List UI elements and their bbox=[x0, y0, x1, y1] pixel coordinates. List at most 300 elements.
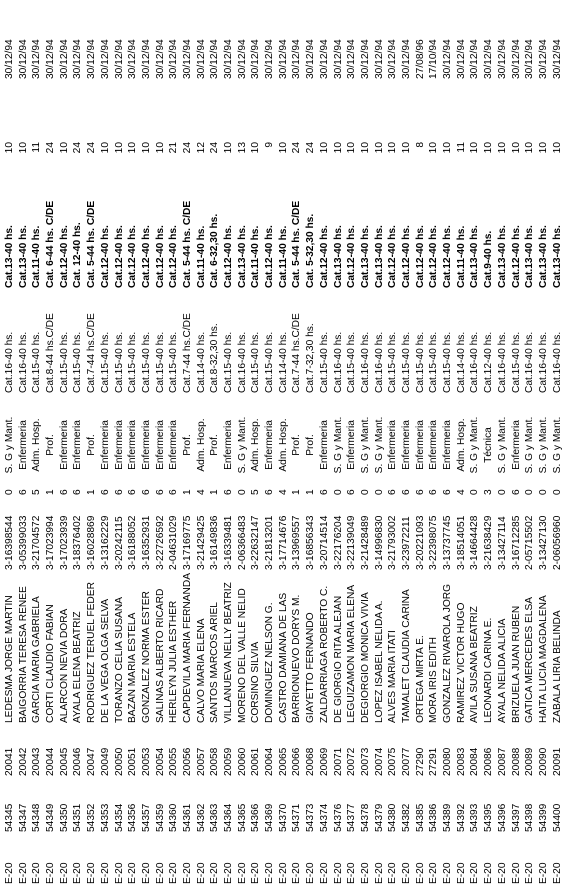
date-cell: 30/12/94 bbox=[537, 39, 549, 79]
item-number-cell: 27291 bbox=[428, 747, 440, 776]
seniority-cell: 10 bbox=[58, 142, 70, 154]
group-code-cell: 1 bbox=[181, 489, 193, 495]
area-code-cell: E-20 bbox=[414, 862, 426, 884]
old-category-cell: Cat.15-40 hs. bbox=[99, 331, 111, 393]
agrupamiento-cell: Enfermeria bbox=[154, 420, 166, 470]
legajo-cell: 54354 bbox=[113, 803, 125, 832]
cuil-cell: 3-16398544 bbox=[4, 515, 15, 570]
item-number-cell: 20043 bbox=[31, 747, 43, 776]
legajo-cell: 54370 bbox=[277, 803, 289, 832]
employee-name-cell: DE GIORGIO RITA ALEJAN bbox=[332, 595, 344, 723]
seniority-cell: 10 bbox=[442, 142, 454, 154]
item-number-cell: 20051 bbox=[127, 747, 139, 776]
employee-name-cell: LEGUIZAMON MARIA ELENA bbox=[346, 584, 358, 723]
seniority-cell: 10 bbox=[524, 142, 536, 154]
cuil-cell: 3-20221093 bbox=[414, 515, 426, 570]
old-category-cell: Cat.8-32,30 hs. bbox=[209, 323, 221, 393]
table-row bbox=[401, 0, 413, 888]
employee-name-cell: AVILA SUSANA BEATRIZ bbox=[469, 606, 481, 723]
date-cell: 27/08/96 bbox=[414, 39, 426, 79]
seniority-cell: 10 bbox=[277, 142, 289, 154]
agrupamiento-cell: Enfermeria bbox=[17, 420, 29, 470]
cuil-cell: 3-14664428 bbox=[469, 515, 481, 570]
date-cell: 30/12/94 bbox=[250, 39, 262, 79]
item-number-cell: 20060 bbox=[236, 747, 248, 776]
item-number-cell: 20061 bbox=[250, 747, 262, 776]
group-code-cell: 0 bbox=[551, 489, 563, 495]
date-cell: 30/12/94 bbox=[496, 39, 508, 79]
item-number-cell: 20066 bbox=[291, 747, 303, 776]
group-code-cell: 1 bbox=[86, 489, 98, 495]
table-row bbox=[114, 0, 126, 888]
new-category-cell: Cat.13-40 hs. bbox=[359, 225, 371, 288]
old-category-cell: Cat.16-40 hs. bbox=[373, 331, 385, 393]
area-code-cell: E-20 bbox=[359, 862, 371, 884]
agrupamiento-cell: Adm. Hosp. bbox=[195, 418, 207, 472]
seniority-cell: 12 bbox=[195, 142, 207, 154]
group-code-cell: 6 bbox=[414, 489, 426, 495]
table-row bbox=[264, 0, 276, 888]
cuil-cell: 2-05715502 bbox=[524, 515, 536, 570]
employee-name-cell: ZABALA LIRIA BELINDA bbox=[551, 610, 563, 723]
date-cell: 30/12/94 bbox=[264, 39, 276, 79]
cuil-cell: 3-16028869 bbox=[86, 515, 98, 570]
agrupamiento-cell: Enfermeria bbox=[58, 420, 70, 470]
area-code-cell: E-20 bbox=[264, 862, 276, 884]
item-number-cell: 20068 bbox=[305, 747, 317, 776]
date-cell: 30/12/94 bbox=[113, 39, 125, 79]
date-cell: 30/12/94 bbox=[45, 39, 57, 79]
date-cell: 30/12/94 bbox=[277, 39, 289, 79]
area-code-cell: E-20 bbox=[318, 862, 330, 884]
cuil-cell: 2-04631029 bbox=[168, 515, 180, 570]
new-category-cell: Cat.12-40 hs. bbox=[264, 225, 276, 288]
legajo-cell: 54386 bbox=[428, 803, 440, 832]
table-row bbox=[100, 0, 112, 888]
cuil-cell: 3-16339481 bbox=[223, 515, 235, 570]
legajo-cell: 54371 bbox=[291, 803, 303, 832]
table-row bbox=[346, 0, 358, 888]
seniority-cell: 10 bbox=[496, 142, 508, 154]
area-code-cell: E-20 bbox=[537, 862, 549, 884]
cuil-cell: 3-16352931 bbox=[140, 515, 152, 570]
date-cell: 30/12/94 bbox=[127, 39, 139, 79]
new-category-cell: Cat.12-40 hs. bbox=[401, 225, 412, 288]
old-category-cell: Cat.15-40 hs. bbox=[510, 331, 522, 393]
area-code-cell: E-20 bbox=[113, 862, 125, 884]
employee-name-cell: TAMALET CLAUDIA CARINA bbox=[401, 589, 412, 723]
cuil-cell: 3-14996830 bbox=[373, 515, 385, 570]
employee-name-cell: GARCIA MARIA GABRIELA bbox=[31, 596, 43, 723]
legajo-cell: 54385 bbox=[414, 803, 426, 832]
new-category-cell: Cat. 5-44 hs. C/DE bbox=[291, 200, 303, 288]
seniority-cell: 24 bbox=[45, 142, 57, 154]
date-cell: 30/12/94 bbox=[510, 39, 522, 79]
employee-name-cell: CORSINO SILVIA bbox=[250, 641, 262, 723]
item-number-cell: 27290 bbox=[414, 747, 426, 776]
cuil-cell: 3-13162229 bbox=[99, 515, 111, 570]
employee-name-cell: AYALA NELIDA ALICIA bbox=[496, 618, 508, 723]
table-row bbox=[538, 0, 550, 888]
agrupamiento-cell: S. G y Mant. bbox=[332, 416, 344, 474]
seniority-cell: 10 bbox=[373, 142, 385, 154]
table-row bbox=[4, 0, 16, 888]
agrupamiento-cell: Adm. Hosp. bbox=[455, 418, 467, 472]
old-category-cell: Cat.15-40 hs. bbox=[168, 331, 180, 393]
agrupamiento-cell: S. G y Mant. bbox=[236, 416, 248, 474]
group-code-cell: 6 bbox=[154, 489, 166, 495]
agrupamiento-cell: Adm. Hosp. bbox=[250, 418, 262, 472]
area-code-cell: E-20 bbox=[510, 862, 522, 884]
seniority-cell: 10 bbox=[469, 142, 481, 154]
old-category-cell: Cat.15-40 hs. bbox=[387, 331, 399, 393]
old-category-cell: Cat.15-40 hs. bbox=[113, 331, 125, 393]
employee-name-cell: GONZALEZ RIVAROLA JORG bbox=[442, 583, 454, 723]
table-row bbox=[387, 0, 399, 888]
area-code-cell: E-20 bbox=[168, 862, 180, 884]
group-code-cell: 1 bbox=[45, 489, 57, 495]
date-cell: 30/12/94 bbox=[291, 39, 303, 79]
date-cell: 30/12/94 bbox=[442, 39, 454, 79]
new-category-cell: Cat.12-40 hs. bbox=[510, 225, 522, 288]
seniority-cell: 8 bbox=[414, 142, 426, 148]
item-number-cell: 20087 bbox=[496, 747, 508, 776]
group-code-cell: 6 bbox=[428, 489, 440, 495]
new-category-cell: Cat.12-40 hs. bbox=[154, 225, 166, 288]
table-row bbox=[168, 0, 180, 888]
group-code-cell: 6 bbox=[58, 489, 70, 495]
table-row bbox=[511, 0, 523, 888]
legajo-cell: 54360 bbox=[168, 803, 180, 832]
legajo-cell: 54399 bbox=[537, 803, 549, 832]
group-code-cell: 5 bbox=[31, 489, 43, 495]
area-code-cell: E-20 bbox=[469, 862, 481, 884]
table-row bbox=[237, 0, 249, 888]
date-cell: 30/12/94 bbox=[195, 39, 207, 79]
seniority-cell: 10 bbox=[359, 142, 371, 154]
group-code-cell: 0 bbox=[332, 489, 344, 495]
agrupamiento-cell: Enfermeria bbox=[428, 420, 440, 470]
table-row bbox=[469, 0, 481, 888]
seniority-cell: 24 bbox=[291, 142, 303, 154]
agrupamiento-cell: Enfermeria bbox=[113, 420, 125, 470]
cuil-cell: 3-20714514 bbox=[318, 515, 330, 570]
area-code-cell: E-20 bbox=[181, 862, 193, 884]
cuil-cell: 2-06366483 bbox=[236, 515, 248, 570]
date-cell: 30/12/94 bbox=[99, 39, 111, 79]
old-category-cell: Cat.15-40 hs. bbox=[346, 331, 358, 393]
group-code-cell: 5 bbox=[250, 489, 262, 495]
item-number-cell: 20084 bbox=[469, 747, 481, 776]
cuil-cell: 3-18376402 bbox=[72, 515, 84, 570]
area-code-cell: E-20 bbox=[250, 862, 262, 884]
group-code-cell: 6 bbox=[99, 489, 111, 495]
item-number-cell: 20073 bbox=[359, 747, 371, 776]
area-code-cell: E-20 bbox=[140, 862, 152, 884]
area-code-cell: E-20 bbox=[195, 862, 207, 884]
new-category-cell: Cat.13-40 hs. bbox=[4, 225, 15, 288]
old-category-cell: Cat.7-44 hs.C/DE bbox=[291, 313, 303, 393]
item-number-cell: 20083 bbox=[455, 747, 467, 776]
table-row bbox=[18, 0, 30, 888]
area-code-cell: E-20 bbox=[99, 862, 111, 884]
legajo-cell: 54395 bbox=[483, 803, 495, 832]
seniority-cell: 10 bbox=[318, 142, 330, 154]
table-row bbox=[223, 0, 235, 888]
group-code-cell: 0 bbox=[4, 489, 15, 495]
old-category-cell: Cat.15-40 hs. bbox=[442, 331, 454, 393]
area-code-cell: E-20 bbox=[86, 862, 98, 884]
area-code-cell: E-20 bbox=[291, 862, 303, 884]
agrupamiento-cell: Técnica bbox=[483, 427, 495, 463]
legajo-cell: 54352 bbox=[86, 803, 98, 832]
item-number-cell: 20072 bbox=[346, 747, 358, 776]
item-number-cell: 20074 bbox=[373, 747, 385, 776]
item-number-cell: 20042 bbox=[17, 747, 29, 776]
new-category-cell: Cat.9-40 hs. bbox=[483, 230, 495, 288]
employee-name-cell: MORENO DEL VALLE NELID bbox=[236, 588, 248, 723]
item-number-cell: 20086 bbox=[483, 747, 495, 776]
group-code-cell: 6 bbox=[510, 489, 522, 495]
seniority-cell: 24 bbox=[72, 142, 84, 154]
employee-name-cell: CAPDEVILA MARIA FERNANDA bbox=[181, 572, 193, 723]
new-category-cell: Cat.12-40 hs. bbox=[127, 225, 139, 288]
legajo-cell: 54396 bbox=[496, 803, 508, 832]
new-category-cell: Cat. 5-44 hs. C/DE bbox=[86, 200, 98, 288]
agrupamiento-cell: S. G y Mant. bbox=[359, 416, 371, 474]
table-row bbox=[483, 0, 495, 888]
new-category-cell: Cat.12-40 hs. bbox=[113, 225, 125, 288]
employee-name-cell: CASTRO DAMIANA DE LAS bbox=[277, 592, 289, 723]
legajo-cell: 54347 bbox=[17, 803, 29, 832]
old-category-cell: Cat.15-40 hs. bbox=[154, 331, 166, 393]
table-row bbox=[305, 0, 317, 888]
seniority-cell: 24 bbox=[209, 142, 221, 154]
employee-name-cell: BAIGORRIA TERESA RENEE bbox=[17, 586, 29, 723]
old-category-cell: Cat.16-40 hs. bbox=[537, 331, 549, 393]
employee-name-cell: ORTEGA MIRTA E. bbox=[414, 635, 426, 723]
legajo-cell: 54393 bbox=[469, 803, 481, 832]
table-row bbox=[72, 0, 84, 888]
new-category-cell: Cat. 12-40 hs. bbox=[72, 222, 84, 288]
item-number-cell: 20059 bbox=[223, 747, 235, 776]
table-row bbox=[86, 0, 98, 888]
table-row bbox=[374, 0, 386, 888]
new-category-cell: Cat.13-40 hs. bbox=[551, 225, 563, 288]
agrupamiento-cell: Prof. bbox=[291, 434, 303, 456]
agrupamiento-cell: S. G y Mant. bbox=[537, 416, 549, 474]
cuil-cell: 3-22726592 bbox=[154, 515, 166, 570]
old-category-cell: Cat.15-40 hs. bbox=[264, 331, 276, 393]
legajo-cell: 54380 bbox=[387, 803, 399, 832]
area-code-cell: E-20 bbox=[428, 862, 440, 884]
old-category-cell: Cat.16-40 hs. bbox=[4, 331, 15, 393]
group-code-cell: 6 bbox=[401, 489, 412, 495]
legajo-cell: 54353 bbox=[99, 803, 111, 832]
table-row bbox=[127, 0, 139, 888]
legajo-cell: 54362 bbox=[195, 803, 207, 832]
old-category-cell: Cat.12-40 hs. bbox=[483, 331, 495, 393]
seniority-cell: 10 bbox=[250, 142, 262, 154]
legajo-cell: 54349 bbox=[45, 803, 57, 832]
legajo-cell: 54369 bbox=[264, 803, 276, 832]
agrupamiento-cell: Enfermeria bbox=[318, 420, 330, 470]
agrupamiento-cell: Enfermeria bbox=[72, 420, 84, 470]
table-row bbox=[31, 0, 43, 888]
employee-name-cell: RODRIGUEZ TERUEL FEDER bbox=[86, 582, 98, 723]
item-number-cell: 20065 bbox=[277, 747, 289, 776]
date-cell: 30/12/94 bbox=[154, 39, 166, 79]
cuil-cell: 3-16856343 bbox=[305, 515, 317, 570]
legajo-cell: 54359 bbox=[154, 803, 166, 832]
new-category-cell: Cat. 6-44 hs. C/DE bbox=[45, 200, 57, 288]
seniority-cell: 10 bbox=[223, 142, 235, 154]
group-code-cell: 1 bbox=[291, 489, 303, 495]
date-cell: 30/12/94 bbox=[469, 39, 481, 79]
legajo-cell: 54348 bbox=[31, 803, 43, 832]
new-category-cell: Cat.12-40 hs. bbox=[428, 225, 440, 288]
item-number-cell: 20075 bbox=[387, 747, 399, 776]
new-category-cell: Cat.13-40 hs. bbox=[537, 225, 549, 288]
old-category-cell: Cat.14-40 hs. bbox=[455, 331, 467, 393]
group-code-cell: 6 bbox=[346, 489, 358, 495]
area-code-cell: E-20 bbox=[332, 862, 344, 884]
group-code-cell: 6 bbox=[264, 489, 276, 495]
date-cell: 30/12/94 bbox=[86, 39, 98, 79]
agrupamiento-cell: Prof. bbox=[86, 434, 98, 456]
employee-name-cell: RAMIREZ VICTOR HUGO bbox=[455, 602, 467, 723]
date-cell: 30/12/94 bbox=[168, 39, 180, 79]
old-category-cell: Cat.16-40 hs. bbox=[236, 331, 248, 393]
item-number-cell: 20054 bbox=[154, 747, 166, 776]
employee-name-cell: GIAYETTO FERNANDO bbox=[305, 612, 317, 723]
item-number-cell: 20056 bbox=[181, 747, 193, 776]
new-category-cell: Cat.13-40 hs. bbox=[496, 225, 508, 288]
seniority-cell: 9 bbox=[264, 142, 276, 148]
seniority-cell: 10 bbox=[537, 142, 549, 154]
old-category-cell: Cat.16-40 hs. bbox=[332, 331, 344, 393]
area-code-cell: E-20 bbox=[442, 862, 454, 884]
seniority-cell: 10 bbox=[387, 142, 399, 154]
table-row bbox=[428, 0, 440, 888]
seniority-cell: 10 bbox=[140, 142, 152, 154]
employee-name-cell: ALARCON NEVIA DORA bbox=[58, 608, 70, 723]
item-number-cell: 20091 bbox=[551, 747, 563, 776]
cuil-cell: 3-17169775 bbox=[181, 515, 193, 570]
new-category-cell: Cat.12-40 hs. bbox=[99, 225, 111, 288]
cuil-cell: 3-18514051 bbox=[455, 515, 467, 570]
cuil-cell: 3-13969557 bbox=[291, 515, 303, 570]
employee-name-cell: GONZALEZ NORMA ESTER bbox=[140, 591, 152, 723]
agrupamiento-cell: S. G y Mant. bbox=[496, 416, 508, 474]
area-code-cell: E-20 bbox=[154, 862, 166, 884]
area-code-cell: E-20 bbox=[236, 862, 248, 884]
area-code-cell: E-20 bbox=[401, 862, 412, 884]
employee-name-cell: LEONARDI CARINA E. bbox=[483, 617, 495, 723]
item-number-cell: 20088 bbox=[510, 747, 522, 776]
area-code-cell: E-20 bbox=[483, 862, 495, 884]
new-category-cell: Cat. 5-44 hs. C/DE bbox=[181, 200, 193, 288]
new-category-cell: Cat.12-40 hs. bbox=[140, 225, 152, 288]
legajo-cell: 54350 bbox=[58, 803, 70, 832]
old-category-cell: Cat.16-40 hs. bbox=[551, 331, 563, 393]
seniority-cell: 10 bbox=[551, 142, 563, 154]
cuil-cell: 3-21638429 bbox=[483, 515, 495, 570]
date-cell: 30/12/94 bbox=[140, 39, 152, 79]
legajo-cell: 54361 bbox=[181, 803, 193, 832]
group-code-cell: 0 bbox=[373, 489, 385, 495]
new-category-cell: Cat.12-40 hs. bbox=[387, 225, 399, 288]
old-category-cell: Cat.7-44 hs.C/DE bbox=[86, 313, 98, 393]
cuil-cell: 3-17714676 bbox=[277, 515, 289, 570]
table-row bbox=[45, 0, 57, 888]
new-category-cell: Cat.12-40 hs. bbox=[318, 225, 330, 288]
area-code-cell: E-20 bbox=[223, 862, 235, 884]
group-code-cell: 0 bbox=[469, 489, 481, 495]
date-cell: 30/12/94 bbox=[387, 39, 399, 79]
new-category-cell: Cat.12-40 hs. bbox=[168, 225, 180, 288]
agrupamiento-cell: S. G y Mant. bbox=[551, 416, 563, 474]
table-row bbox=[278, 0, 290, 888]
agrupamiento-cell: S. G y Mant. bbox=[373, 416, 385, 474]
cuil-cell: 3-20242115 bbox=[113, 516, 125, 570]
group-code-cell: 6 bbox=[318, 489, 330, 495]
legajo-cell: 54365 bbox=[236, 803, 248, 832]
old-category-cell: Cat.15-40 hs. bbox=[318, 331, 330, 393]
item-number-cell: 20080 bbox=[442, 747, 454, 776]
employee-name-cell: DEGIORGIO MONICA VIVIA bbox=[359, 592, 371, 723]
legajo-cell: 54400 bbox=[551, 803, 563, 832]
agrupamiento-cell: S. G y Mant. bbox=[524, 416, 536, 474]
old-category-cell: Cat.16-40 hs. bbox=[524, 331, 536, 393]
date-cell: 30/12/94 bbox=[373, 39, 385, 79]
table-row bbox=[155, 0, 167, 888]
area-code-cell: E-20 bbox=[455, 862, 467, 884]
date-cell: 30/12/94 bbox=[551, 39, 563, 79]
group-code-cell: 6 bbox=[223, 489, 235, 495]
employee-name-cell: BAZAN MARIA ESTELA bbox=[127, 612, 139, 723]
seniority-cell: 10 bbox=[99, 142, 111, 154]
cuil-cell: 2-06056960 bbox=[551, 515, 563, 570]
new-category-cell: Cat.12-40 hs. bbox=[223, 225, 235, 288]
seniority-cell: 11 bbox=[455, 142, 467, 153]
item-number-cell: 20058 bbox=[209, 747, 221, 776]
table-row bbox=[319, 0, 331, 888]
item-number-cell: 20064 bbox=[264, 747, 276, 776]
cuil-cell: 3-21428489 bbox=[359, 515, 371, 570]
cuil-cell: 3-21813201 bbox=[264, 515, 276, 570]
employee-name-cell: AYALA ELENA BEATRIZ bbox=[72, 611, 84, 723]
agrupamiento-cell: Enfermeria bbox=[140, 420, 152, 470]
employee-name-cell: BARRIONUEVO DORYS M. bbox=[291, 594, 303, 723]
agrupamiento-cell: Enfermeria bbox=[510, 420, 522, 470]
table-row bbox=[250, 0, 262, 888]
agrupamiento-cell: Prof. bbox=[305, 434, 317, 456]
employee-name-cell: CORTI CLAUDIO FABIAN bbox=[45, 604, 57, 723]
old-category-cell: Cat.15-40 hs. bbox=[428, 331, 440, 393]
table-row bbox=[497, 0, 509, 888]
legajo-cell: 54373 bbox=[305, 803, 317, 832]
old-category-cell: Cat.14-40 hs. bbox=[195, 331, 207, 393]
group-code-cell: 4 bbox=[277, 489, 289, 495]
agrupamiento-cell: Enfermeria bbox=[264, 420, 276, 470]
old-category-cell: Cat.14-40 hs. bbox=[277, 331, 289, 393]
item-number-cell: 20077 bbox=[401, 747, 412, 776]
table-row bbox=[209, 0, 221, 888]
agrupamiento-cell: Adm. Hosp. bbox=[31, 418, 43, 472]
legajo-cell: 54378 bbox=[359, 803, 371, 832]
group-code-cell: 6 bbox=[72, 489, 84, 495]
